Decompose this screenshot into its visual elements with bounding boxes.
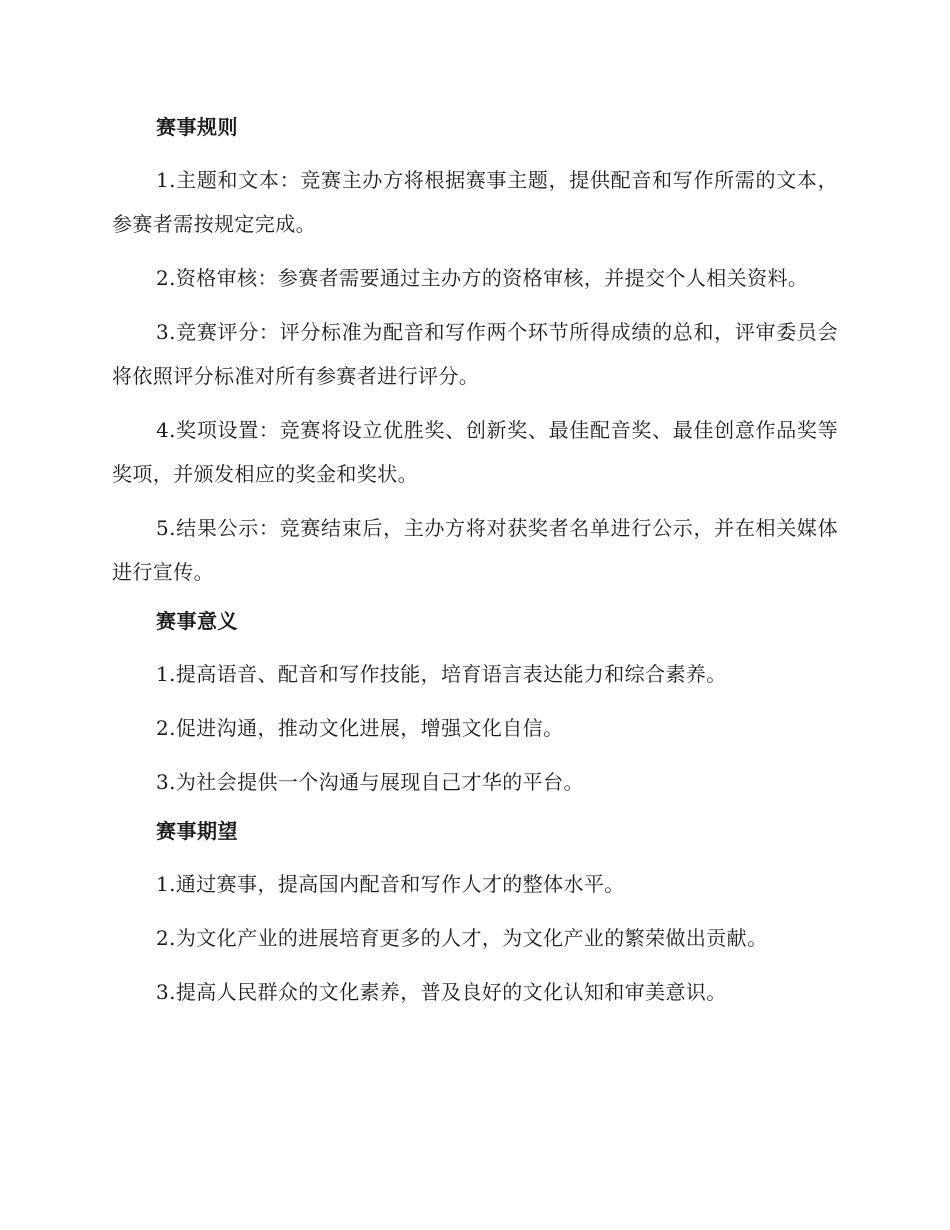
section-heading: 赛事规则 [156,115,238,139]
section-significance [112,604,838,804]
paragraph: 1.主题和文本：竞赛主办方将根据赛事主题，提供配音和写作所需的文本，参赛者需按规定完成。 [112,168,838,236]
paragraph: 4.奖项设置：竞赛将设立优胜奖、创新奖、最佳配音奖、最佳创意作品奖等奖项，并颁发相应的奖金和奖状。 [112,418,838,486]
paragraph: 1.通过赛事，提高国内配音和写作人才的整体水平。 [156,872,625,896]
paragraph: 2.为文化产业的进展培育更多的人才，为文化产业的繁荣做出贡献。 [156,926,768,950]
paragraph: 2.资格审核：参赛者需要通过主办方的资格审核，并提交个人相关资料。 [156,266,809,290]
section-rules [112,110,838,594]
section-expectations [112,814,838,1014]
paragraph: 5.结果公示：竞赛结束后，主办方将对获奖者名单进行公示，并在相关媒体进行宣传。 [112,516,838,584]
paragraph: 3.为社会提供一个沟通与展现自己才华的平台。 [156,770,584,794]
paragraph: 2.促进沟通，推动文化进展，增强文化自信。 [156,716,564,740]
section-heading: 赛事意义 [156,609,238,633]
paragraph: 1.提高语音、配音和写作技能，培育语言表达能力和综合素养。 [156,662,727,686]
section-heading: 赛事期望 [156,819,238,843]
paragraph: 3.提高人民群众的文化素养，普及良好的文化认知和审美意识。 [156,980,727,1004]
paragraph: 3.竞赛评分：评分标准为配音和写作两个环节所得成绩的总和，评审委员会将依照评分标准对所有参赛者进行评分。 [112,320,838,388]
